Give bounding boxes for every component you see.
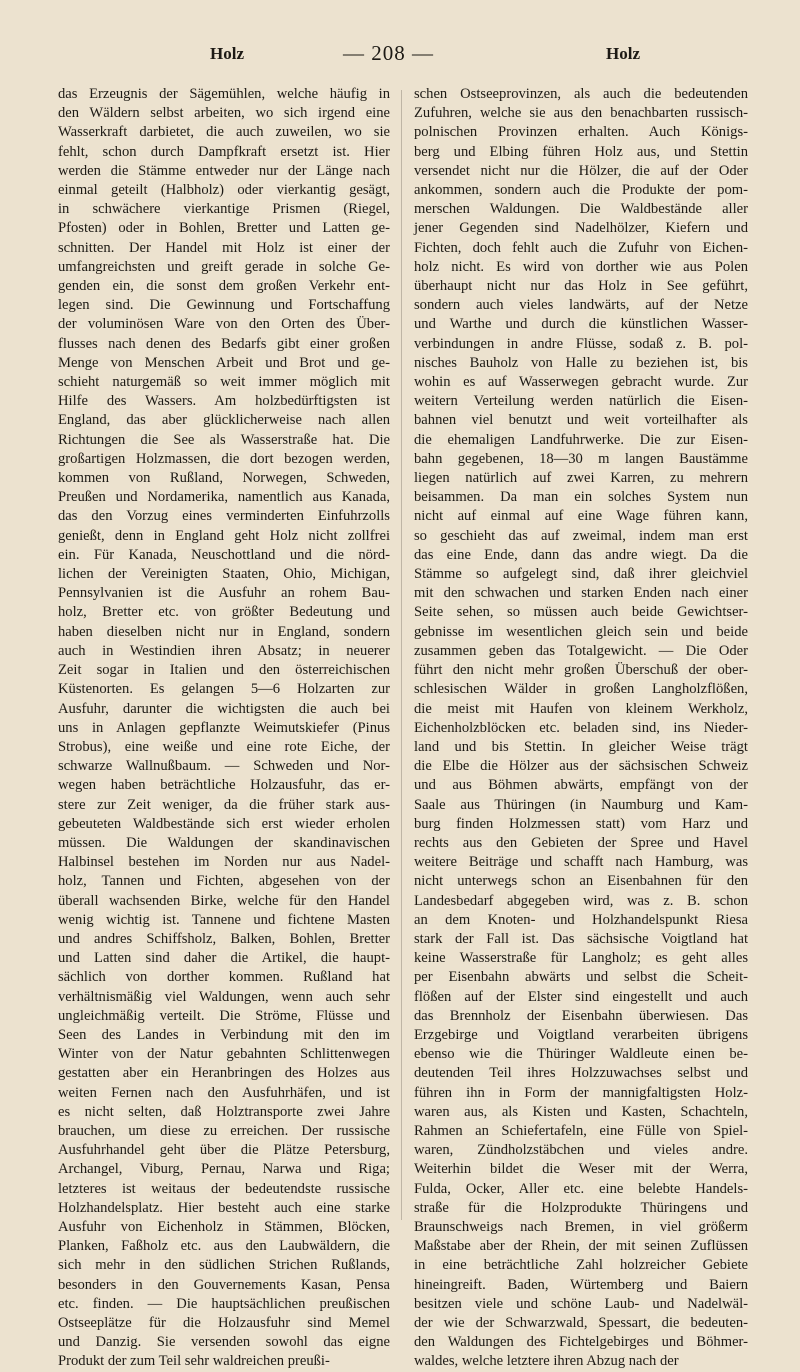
text-line: weitere Beiträge und schafft nach Hamburg, was — [414, 854, 748, 871]
text-line: wegen haben beträchtliche Holzausfuhr, das er- — [58, 777, 390, 794]
text-line: überhaupt nicht nur das Holz in See geführt, — [414, 278, 748, 295]
text-line: die ehemaligen Landfuhrwerke. Die zur Eisen- — [414, 431, 748, 448]
text-line: Holzhandelsplatz. Hier besteht auch eine starke — [58, 1199, 390, 1216]
text-line: Eichenholzblöcken etc. beladen sind, ins Nieder- — [414, 719, 748, 736]
text-line: kommen von Rußland, Norwegen, Schweden, — [58, 470, 390, 487]
text-line: legen sind. Die Gewinnung und Fortschaffung — [58, 297, 390, 314]
text-line: Zufuhren, welche sie aus den benachbarten russisch- — [414, 105, 748, 122]
text-line: die meist mit Haufen von kleinem Werkholz, — [414, 700, 748, 717]
text-line: merschen Waldungen. Die Waldbestände aller — [414, 201, 748, 218]
text-line: Rahmen an Schiefertafeln, eine Fülle von Spiel- — [414, 1122, 748, 1139]
text-line: ebenso wie die Thüringer Waldleute einen be- — [414, 1046, 748, 1063]
column-divider — [401, 90, 402, 1220]
text-line: und Danzig. Sie versenden sowohl das eigne — [58, 1334, 390, 1351]
text-line: polnischen Provinzen erhalten. Auch Königs- — [414, 124, 748, 141]
text-line: schen Ostseeprovinzen, als auch die bedeutenden — [414, 86, 748, 102]
text-line: und Latten sind daher die Artikel, die haupt- — [58, 950, 390, 967]
text-line: sächlich von dorther kommen. Rußland hat — [58, 969, 390, 986]
header-left-keyword: Holz — [210, 44, 244, 63]
text-line: Pennsylvanien ist die Ausfuhr an rohem Bau- — [58, 585, 390, 602]
text-line: uns in Anlagen gepflanzte Weimutskiefer (Pinus — [58, 719, 390, 736]
text-line: Landesbedarf abgegeben wird, was z. B. schon — [414, 892, 748, 909]
text-line: Maßstabe aber der Rhein, der mit seinen Zuflüssen — [414, 1238, 748, 1255]
text-line: berg und Elbing führen Holz aus, und Stettin — [414, 143, 748, 160]
text-line: holz, Bretter etc. von größter Bedeutung und — [58, 604, 390, 621]
text-line: waren, Zündholzstäbchen und vieles andre. — [414, 1142, 748, 1159]
text-line: wohin es auf Wasserwegen gebracht wurde. Zur — [414, 374, 748, 391]
text-line: in eine beträchtliche Zahl holzreicher Gebiete — [414, 1257, 748, 1274]
text-line: Stämme so aufgelegt sind, daß ihrer gleichviel — [414, 566, 748, 583]
text-line: das den Vorzug eines verminderten Einfuhrzolls — [58, 508, 390, 525]
text-line: schwarze Wallnußbaum. — Schweden und Nor- — [58, 758, 390, 775]
text-line: gebnisse im wesentlichen gleich sein und beide — [414, 623, 748, 640]
text-line: keine Wasserstraße für Langholz; es geht alles — [414, 950, 748, 967]
text-line: rechts aus den Gebieten der Spree und Havel — [414, 834, 748, 851]
text-line: besitzen viele und schöne Laub- und Nadelwäl- — [414, 1295, 748, 1312]
text-line: Halbinsel bestehen im Norden nur aus Nadel- — [58, 854, 390, 871]
text-line: England, das aber glücklicherweise nach allen — [58, 412, 390, 429]
text-line: Saale aus Thüringen (in Naumburg und Kam- — [414, 796, 748, 813]
text-line: Produkt der zum Teil sehr waldreichen preußi- — [58, 1353, 330, 1370]
text-line: Ausfuhr von Eichenholz in Stämmen, Blöcken, — [58, 1218, 390, 1235]
text-line: bahnen viel benutzt und weit vorteilhafter als — [414, 412, 748, 429]
text-line: nicht auf einmal auf eine Wage führen kann, — [414, 508, 748, 525]
text-line: großartigen Holzmassen, die dort bezogen werden, — [58, 450, 390, 467]
text-line: flößen auf der Elster sind eingestellt und auch — [414, 988, 748, 1005]
text-line: Seite sehen, so müssen auch beide Gewichtser- — [414, 604, 748, 621]
text-line: überall wachsenden Birke, welche für den Handel — [58, 892, 390, 909]
text-line: waldes, welche letztere ihren Abzug nach der — [414, 1353, 679, 1370]
text-line: einmal geteilt (Halbholz) oder vierkantig gesägt, — [58, 182, 390, 199]
text-line: liegen natürlich auf zwei Karren, zu mehrern — [414, 470, 748, 487]
text-line: die Elbe die Hölzer aus der sächsischen Schweiz — [414, 758, 748, 775]
text-line: beisammen. Da man ein solches System nun — [414, 489, 748, 506]
text-line: Weiterhin bildet die Weser mit der Werra, — [414, 1161, 748, 1178]
text-line: mit den schwachen und starken Enden nach einer — [414, 585, 748, 602]
text-line: haben dieselben nicht nur in England, sondern — [58, 623, 390, 640]
text-line: schieht naturgemäß so weit immer möglich mit — [58, 374, 390, 391]
text-line: burg finden Holzmessen statt) vom Harz und — [414, 815, 748, 832]
text-line: Fichten, doch fehlt auch die Zufuhr von Eichen- — [414, 239, 748, 256]
text-line: Wasserkraft darbietet, die auch zuweilen, wo sie — [58, 124, 390, 141]
text-line: jener Gegenden sind Nadelhölzer, Kiefern und — [414, 220, 748, 237]
text-line: werden die Stämme entweder nur der Länge nach — [58, 162, 390, 179]
text-line: ankommen, sondern auch die Produkte der pom- — [414, 182, 748, 199]
text-line: zusammen geben das Totalgewicht. — Die Oder — [414, 642, 748, 659]
text-line: stark der Fall ist. Das sächsische Voigtland hat — [414, 930, 748, 947]
text-line: in schwächere vierkantige Prismen (Riegel, — [58, 201, 390, 218]
text-line: den Waldungen des Fichtelgebirges und Böhmer- — [414, 1334, 748, 1351]
text-line: schnitten. Der Handel mit Holz ist einer der — [58, 239, 390, 256]
text-line: Preußen und Nordamerika, namentlich aus Kanada, — [58, 489, 390, 506]
text-line: gebeuteten Waldbestände sich erst wieder erholen — [58, 815, 390, 832]
text-line: schlesischen Wälder in großen Langholzflößen, — [414, 681, 748, 698]
text-line: Strobus), eine weiße und eine rote Eiche, der — [58, 738, 390, 755]
text-line: Ausfuhrhandel geht über die Plätze Petersburg, — [58, 1142, 390, 1159]
text-line: etc. finden. — Die hauptsächlichen preußischen — [58, 1295, 390, 1312]
text-line: fehlt, schon durch Dampfkraft ersetzt ist. Hier — [58, 143, 390, 160]
text-line: letzteres ist weitaus der bedeutendste russische — [58, 1180, 390, 1197]
text-line: Ausfuhr, darunter die wichtigsten die auch bei — [58, 700, 390, 717]
text-line: ein. Für Kanada, Neuschottland und die nörd- — [58, 546, 390, 563]
text-line: land und bis Stettin. In gleicher Weise trägt — [414, 738, 748, 755]
text-line: verhältnismäßig viel Waldungen, wenn auch sehr — [58, 988, 390, 1005]
text-line: nicht unterwegs schon an Eisenbahnen für den — [414, 873, 748, 890]
text-line: holz nicht. Es wird von dorther wie aus Polen — [414, 258, 748, 275]
text-line: besonders in den Gouvernements Kasan, Pensa — [58, 1276, 390, 1293]
running-header — [58, 41, 760, 68]
text-line: umfangreichsten und greift gerade in solche Ge- — [58, 258, 390, 275]
text-line: Menge von Menschen Arbeit und Brot und ge- — [58, 354, 390, 371]
text-line: auch in Westindien ihren Absatz; in neuerer — [58, 642, 390, 659]
text-line: und Warthe und durch die künstlichen Wasser- — [414, 316, 748, 333]
text-line: versendet nicht nur die Hölzer, die auf der Oder — [414, 162, 748, 179]
text-line: führen ihn in Form der mannigfaltigsten Holz- — [414, 1084, 748, 1101]
text-line: hineingreift. Baden, Würtemberg und Baiern — [414, 1276, 748, 1293]
text-line: Zeit sogar in Italien und den österreichischen — [58, 662, 390, 679]
text-line: das Brennholz der Eisenbahn überwiesen. Das — [414, 1007, 748, 1024]
text-line: Erzgebirge und Voigtland verarbeiten übrigens — [414, 1026, 748, 1043]
text-line: der wie der Schwarzwald, Spessart, die bedeuten- — [414, 1315, 748, 1331]
text-line: weiten Fernen nach den Ausfuhrhäfen, und ist — [58, 1084, 390, 1101]
text-line: Pfosten) oder in Bohlen, Bretter und Latten ge- — [58, 220, 390, 237]
text-line: gestatten aber ein Heranbringen des Holzes aus — [58, 1065, 390, 1082]
text-line: lichen der Vereinigten Staaten, Ohio, Michigan, — [58, 566, 390, 583]
text-line: bahn gegebenen, 18—30 m langen Baustämme — [414, 450, 748, 467]
header-right-keyword: Holz — [606, 44, 640, 63]
text-line: den Wäldern selbst arbeiten, wo sich irgend eine — [58, 105, 390, 122]
text-line: und aus Böhmen abwärts, empfängt von der — [414, 777, 748, 794]
text-line: Archangel, Viburg, Pernau, Narwa und Riga; — [58, 1161, 390, 1178]
text-line: das eine Ende, dann das andre wiegt. Da die — [414, 546, 748, 563]
text-line: stere zur Zeit weniger, da die früher stark aus- — [58, 796, 390, 813]
text-line: per Eisenbahn abwärts und selbst die Scheit- — [414, 969, 748, 986]
text-line: Seen des Landes in Verbindung mit den im — [58, 1026, 390, 1043]
text-line: an dem Knoten- und Holzhandelspunkt Riesa — [414, 911, 748, 928]
text-line: flusses nach denen des Bedarfs gibt einer großen — [58, 335, 390, 352]
text-line: müssen. Die Waldungen der skandinavischen — [58, 834, 390, 851]
page-number: — 208 — — [343, 41, 434, 65]
text-line: Braunschweigs nach Bremen, in viel größerm — [414, 1218, 748, 1235]
text-line: das Erzeugnis der Sägemühlen, welche häufig in — [58, 86, 390, 102]
right-text-column — [414, 85, 748, 1370]
text-line: deutenden Teil ihres Holzzuwachses selbst und — [414, 1065, 748, 1082]
text-line: es nicht selten, daß Holztransporte zwei Jahre — [58, 1103, 390, 1120]
text-line: Winter von der Natur gebahnten Schlittenwegen — [58, 1046, 390, 1063]
text-line: brauchen, um diese zu erreichen. Der russische — [58, 1122, 390, 1139]
text-line: Planken, Faßholz etc. aus den Laubwäldern, die — [58, 1238, 390, 1255]
text-line: führt den nicht mehr großen Überschuß der ober- — [414, 662, 748, 679]
text-line: nisches Bauholz von Halle zu beziehen ist, bis — [414, 354, 748, 371]
text-line: Ostseeplätze für die Holzausfuhr sind Memel — [58, 1315, 390, 1331]
text-line: sondern auch vieles landwärts, auf der Netze — [414, 297, 748, 314]
text-line: holz, Tannen und Fichten, abgesehen von der — [58, 873, 390, 890]
text-line: sich mehr in den südlichen Strichen Rußlands, — [58, 1257, 390, 1274]
text-line: straße für die Holzprodukte Thüringens und — [414, 1199, 748, 1216]
text-line: waren aus, als Kisten und Kasten, Schachteln, — [414, 1103, 748, 1120]
text-line: so geschieht das auf zweimal, indem man erst — [414, 527, 748, 544]
text-line: Küstenorten. Es gelangen 5—6 Holzarten zur — [58, 681, 390, 698]
text-line: ungleichmäßig verteilt. Die Ströme, Flüsse und — [58, 1007, 390, 1024]
left-text-column — [58, 85, 390, 1370]
text-line: Richtungen die See als Wasserstraße hat. Die — [58, 431, 390, 448]
text-line: genden ein, die sonst dem großen Verkehr ent- — [58, 278, 390, 295]
text-line: Fulda, Ocker, Aller etc. eine belebte Handels- — [414, 1180, 748, 1197]
text-line: weitern Verteilung werden natürlich die Eisen- — [414, 393, 748, 410]
text-line: der voluminösen Ware von den Orten des Über- — [58, 316, 390, 333]
text-line: Hilfe des Wassers. Am holzbedürftigsten ist — [58, 393, 390, 410]
text-line: genießt, denn in England geht Holz nicht zollfrei — [58, 527, 390, 544]
text-line: verbindungen in andre Flüsse, sodaß z. B. pol- — [414, 335, 748, 352]
text-line: wenig wichtig ist. Tannene und fichtene Masten — [58, 911, 390, 928]
text-line: und andres Schiffsholz, Balken, Bohlen, Bretter — [58, 930, 390, 947]
